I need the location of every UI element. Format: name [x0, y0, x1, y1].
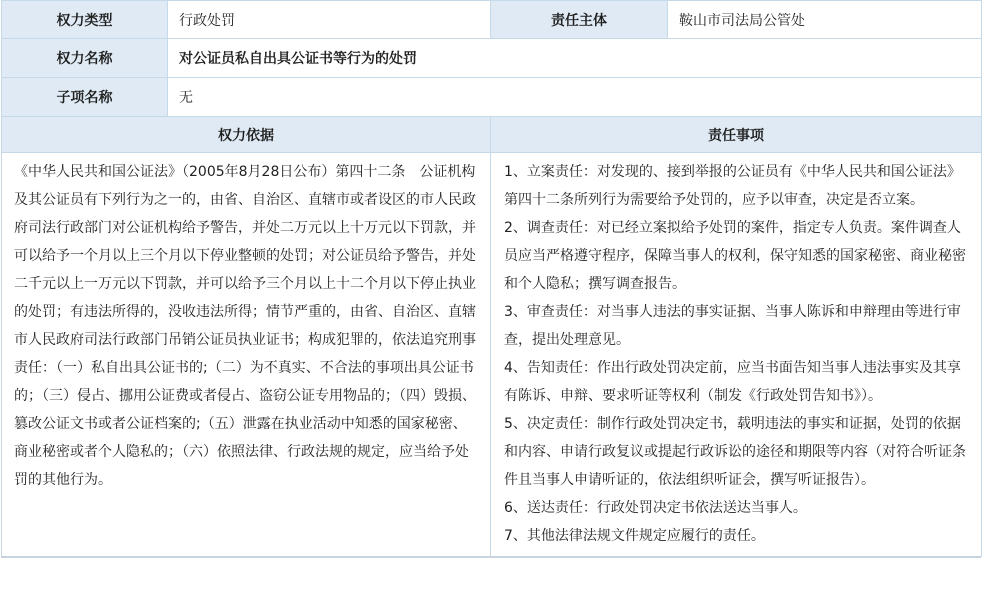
duty-item-review: 3、审查责任：对当事人违法的事实证据、当事人陈诉和申辩理由等进行审查，提出处理意见。 — [504, 304, 961, 348]
responsibility-items-list — [491, 153, 982, 557]
duty-item-delivery: 6、送达责任：行政处罚决定书依法送达当事人。 — [504, 500, 807, 516]
sub-item-label: 子项名称 — [2, 78, 168, 117]
row-power-type — [2, 1, 982, 39]
power-type-label: 权力类型 — [2, 1, 168, 39]
power-name-value: 对公证员私自出具公证书等行为的处罚 — [168, 39, 982, 78]
bottom-divider — [1, 556, 981, 558]
power-basis-text: 《中华人民共和国公证法》（2005年8月28日公布）第四十二条 公证机构及其公证员有下列行为之一的，由省、自治区、直辖市或者设区的市人民政府司法行政部门对公证机构给予警告，并处二万元以上十万元以下罚款，并可以给予一个月以上三个月以下停业整顿的处罚；对公证员给予警告，并处二千元以上一万元以下罚款，并可以给予三个月以上十二个月以下停止执业的处罚；有违法所得的，没收违法所得；情节严重的，由省、自治区、直辖市人民政府司法行政部门吊销公证员执业证书；构成犯罪的，依法追究刑事责任：（一）私自出具公证书的;（二）为不真实、不合法的事项出具公证书的；（三）侵占、挪用公证费或者侵占、盗窃公证专用物品的；（四）毁损、篡改公证文书或者公证档案的;（五）泄露在执业活动中知悉的国家秘密、商业秘密或者个人隐私的；（六）依照法律、行政法规的规定，应当给予处罚的其他行为。 — [2, 153, 491, 557]
row-section-headers — [2, 117, 982, 153]
power-record-table — [1, 0, 982, 557]
duty-item-investigation: 2、调查责任：对已经立案拟给予处罚的案件，指定专人负责。案件调查人员应当严格遵守程序，保障当事人的权利，保守知悉的国家秘密、商业秘密和个人隐私；撰写调查报告。 — [504, 220, 966, 292]
sub-item-value: 无 — [168, 78, 982, 117]
row-power-name — [2, 39, 982, 78]
power-basis-header: 权力依据 — [2, 117, 491, 153]
power-type-value: 行政处罚 — [168, 1, 491, 39]
row-sub-item — [2, 78, 982, 117]
responsible-subject-value: 鞍山市司法局公管处 — [668, 1, 982, 39]
responsible-subject-label: 责任主体 — [491, 1, 668, 39]
duty-item-filing: 1、立案责任：对发现的、接到举报的公证员有《中华人民共和国公证法》第四十二条所列行为需要给予处罚的，应予以审查，决定是否立案。 — [504, 164, 961, 208]
duty-item-notification: 4、告知责任：作出行政处罚决定前，应当书面告知当事人违法事实及其享有陈诉、申辩、要求听证等权利（制发《行政处罚告知书》）。 — [504, 360, 961, 404]
responsibility-items-header: 责任事项 — [491, 117, 982, 153]
duty-item-decision: 5、决定责任：制作行政处罚决定书，载明违法的事实和证据，处罚的依据和内容、申请行政复议或提起行政诉讼的途径和期限等内容（对符合听证条件且当事人申请听证的，依法组织听证会，撰写听证报告）。 — [504, 416, 966, 488]
duty-item-other: 7、其他法律法规文件规定应履行的责任。 — [504, 528, 765, 544]
power-name-label: 权力名称 — [2, 39, 168, 78]
row-content — [2, 153, 982, 557]
